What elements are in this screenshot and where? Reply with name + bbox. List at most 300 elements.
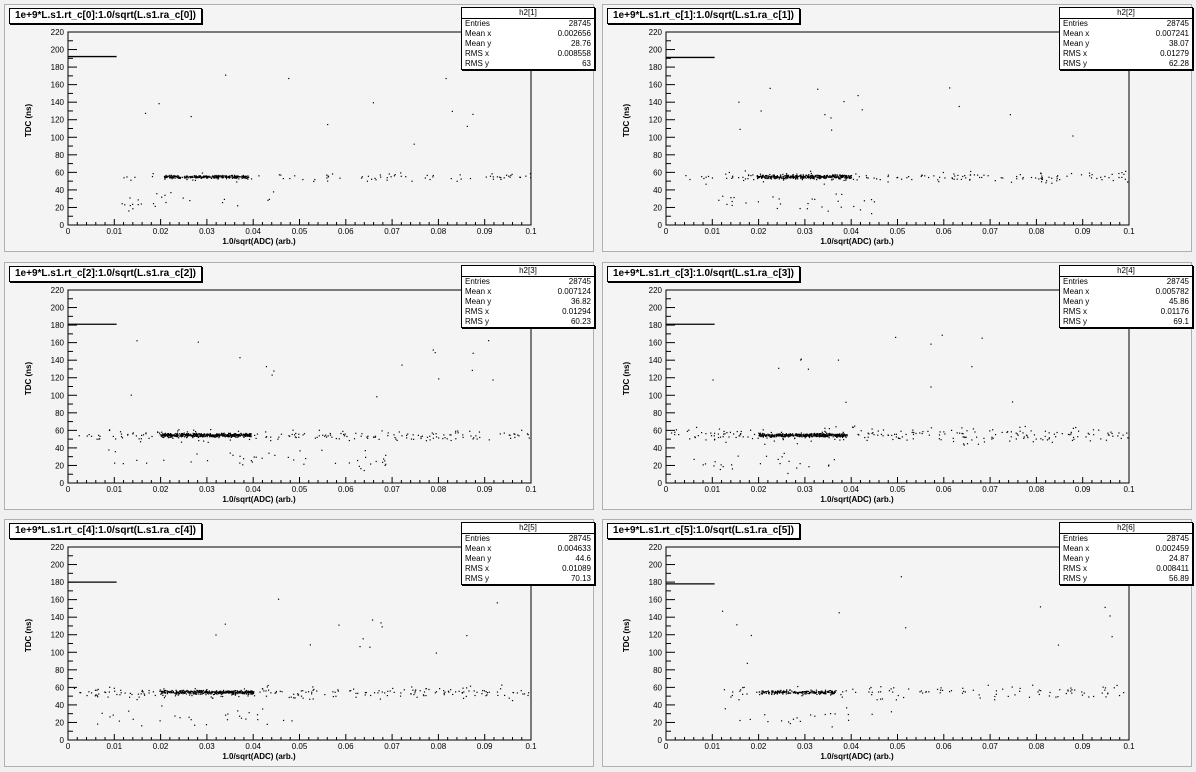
data-point xyxy=(301,690,302,691)
data-point xyxy=(757,178,758,179)
data-point xyxy=(232,694,233,695)
data-point xyxy=(979,177,980,178)
x-axis-label: 1.0/sqrt(ADC) (arb.) xyxy=(222,495,296,504)
data-point xyxy=(114,691,115,692)
stats-value: 0.01176 xyxy=(1160,307,1189,316)
data-point xyxy=(195,177,196,178)
data-point xyxy=(293,697,294,698)
data-point xyxy=(957,175,958,176)
data-point xyxy=(274,693,275,694)
data-point xyxy=(775,692,776,693)
data-point xyxy=(964,436,965,437)
data-point xyxy=(1049,432,1050,433)
data-point xyxy=(784,175,785,176)
data-point xyxy=(165,433,166,434)
data-point xyxy=(350,690,351,691)
data-point xyxy=(961,427,962,428)
data-point xyxy=(759,694,760,695)
data-point xyxy=(1002,689,1003,690)
data-point xyxy=(825,690,826,691)
data-point xyxy=(239,357,240,358)
data-point xyxy=(824,184,825,185)
data-point xyxy=(849,177,850,178)
data-point xyxy=(827,435,828,436)
data-point xyxy=(846,707,847,708)
data-point xyxy=(1052,442,1053,443)
y-tick-label: 20 xyxy=(55,718,64,728)
data-point xyxy=(160,434,161,435)
data-point xyxy=(529,437,530,438)
data-point xyxy=(822,432,823,433)
data-point xyxy=(520,177,521,178)
data-point xyxy=(462,692,463,693)
data-point xyxy=(377,692,378,693)
data-point xyxy=(764,176,765,177)
x-tick-label: 0.04 xyxy=(245,485,261,494)
data-point xyxy=(200,693,201,694)
data-point xyxy=(301,696,302,697)
data-point xyxy=(174,178,175,179)
data-point xyxy=(983,438,984,439)
data-point xyxy=(208,442,209,443)
stats-value: 70.13 xyxy=(570,574,591,583)
data-point xyxy=(671,432,672,433)
data-point xyxy=(86,695,87,696)
data-point xyxy=(294,697,295,698)
data-point xyxy=(460,174,461,175)
stats-box-title: h2[3] xyxy=(462,266,594,277)
data-point xyxy=(824,436,825,437)
data-point xyxy=(781,720,782,721)
plot-title: 1e+9*L.s1.rt_c[0]:1.0/sqrt(L.s1.ra_c[0]) xyxy=(9,8,202,24)
data-point xyxy=(796,177,797,178)
data-point xyxy=(138,199,139,200)
data-point xyxy=(222,202,223,203)
data-point xyxy=(474,695,475,696)
data-point xyxy=(171,691,172,692)
data-point xyxy=(360,468,361,469)
data-point xyxy=(80,692,81,693)
data-point xyxy=(782,456,783,457)
data-point xyxy=(775,177,776,178)
data-point xyxy=(789,461,790,462)
data-point xyxy=(782,434,783,435)
data-point xyxy=(524,693,525,694)
data-point xyxy=(728,436,729,437)
data-point xyxy=(800,692,801,693)
data-point xyxy=(1109,435,1110,436)
data-point xyxy=(1067,690,1068,691)
data-point xyxy=(161,705,162,706)
y-tick-label: 80 xyxy=(653,408,662,418)
data-point xyxy=(795,178,796,179)
data-point xyxy=(444,437,445,438)
data-point xyxy=(518,435,519,436)
stats-value: 28745 xyxy=(568,19,591,28)
data-point xyxy=(837,174,838,175)
data-point xyxy=(901,576,902,577)
data-point xyxy=(266,696,267,697)
data-point xyxy=(1071,689,1072,690)
data-point xyxy=(239,462,240,463)
data-point xyxy=(770,436,771,437)
x-tick-label: 0.07 xyxy=(384,485,400,494)
data-point xyxy=(921,176,922,177)
data-point xyxy=(248,692,249,693)
data-point xyxy=(783,690,784,691)
data-point xyxy=(369,647,370,648)
stats-box-title: h2[5] xyxy=(462,523,594,534)
data-point xyxy=(739,435,740,436)
stats-key: Entries xyxy=(1063,277,1088,286)
y-tick-label: 200 xyxy=(648,45,662,55)
data-point xyxy=(203,690,204,691)
x-tick-label: 0 xyxy=(663,485,669,494)
stats-row xyxy=(462,544,594,554)
data-point xyxy=(190,176,191,177)
data-point xyxy=(463,437,464,438)
stats-value: 28745 xyxy=(1166,19,1189,28)
data-point xyxy=(1054,434,1055,435)
data-point xyxy=(800,208,801,209)
data-point xyxy=(238,178,239,179)
data-point xyxy=(1018,435,1019,436)
data-point xyxy=(746,693,747,694)
stats-row xyxy=(1060,307,1192,317)
data-point xyxy=(344,435,345,436)
data-point xyxy=(153,691,154,692)
data-point xyxy=(1041,176,1042,177)
data-point xyxy=(246,433,247,434)
x-tick-label: 0 xyxy=(65,227,71,236)
data-point xyxy=(805,693,806,694)
data-point xyxy=(861,430,862,431)
data-point xyxy=(820,435,821,436)
data-point xyxy=(685,175,686,176)
data-point xyxy=(1073,428,1074,429)
data-point xyxy=(1096,178,1097,179)
data-point xyxy=(940,690,941,691)
data-point xyxy=(774,441,775,442)
data-point xyxy=(843,176,844,177)
stats-value: 0.008411 xyxy=(1156,564,1189,573)
data-point xyxy=(328,176,329,177)
data-point xyxy=(202,173,203,174)
data-point xyxy=(141,435,142,436)
data-point xyxy=(186,437,187,438)
data-point xyxy=(937,179,938,180)
data-point xyxy=(760,463,761,464)
data-point xyxy=(927,431,928,432)
data-point xyxy=(788,691,789,692)
data-point xyxy=(796,467,797,468)
data-point xyxy=(298,694,299,695)
data-point xyxy=(131,395,132,396)
data-point xyxy=(361,433,362,434)
data-point xyxy=(980,697,981,698)
x-tick-label: 0.03 xyxy=(797,485,813,494)
data-point xyxy=(302,690,303,691)
data-point xyxy=(747,436,748,437)
data-point xyxy=(1100,177,1101,178)
y-tick-label: 100 xyxy=(50,133,64,143)
data-point xyxy=(305,692,306,693)
data-point xyxy=(839,175,840,176)
data-point xyxy=(292,434,293,435)
data-point xyxy=(227,713,228,714)
stats-key: RMS x xyxy=(1063,49,1087,58)
data-point xyxy=(1035,177,1036,178)
data-point xyxy=(786,693,787,694)
data-point xyxy=(843,432,844,433)
data-point xyxy=(291,720,292,721)
data-point xyxy=(1071,432,1072,433)
data-point xyxy=(807,691,808,692)
data-point xyxy=(1070,690,1071,691)
data-point xyxy=(237,692,238,693)
data-point xyxy=(732,691,733,692)
data-point xyxy=(1011,182,1012,183)
plot-pad xyxy=(602,519,1192,767)
data-point xyxy=(401,176,402,177)
data-point xyxy=(174,692,175,693)
data-point xyxy=(205,694,206,695)
stats-row xyxy=(1060,19,1192,29)
data-point xyxy=(965,177,966,178)
data-point xyxy=(317,437,318,438)
data-point xyxy=(830,690,831,691)
data-point xyxy=(374,692,375,693)
data-point xyxy=(808,174,809,175)
data-point xyxy=(925,692,926,693)
data-point xyxy=(361,177,362,178)
data-point xyxy=(797,693,798,694)
y-tick-label: 220 xyxy=(50,543,64,552)
stats-value: 45.86 xyxy=(1168,297,1189,306)
data-point xyxy=(215,435,216,436)
data-point xyxy=(790,693,791,694)
stats-key: RMS x xyxy=(1063,564,1087,573)
data-point xyxy=(186,693,187,694)
data-point xyxy=(225,715,226,716)
data-point xyxy=(752,174,753,175)
data-point xyxy=(913,432,914,433)
data-point xyxy=(214,175,215,176)
data-point xyxy=(355,433,356,434)
data-point xyxy=(497,602,498,603)
data-point xyxy=(202,691,203,692)
data-point xyxy=(452,694,453,695)
data-point xyxy=(1020,431,1021,432)
data-point xyxy=(701,176,702,177)
data-point xyxy=(718,437,719,438)
data-point xyxy=(296,437,297,438)
data-point xyxy=(813,693,814,694)
data-point xyxy=(715,461,716,462)
data-point xyxy=(816,434,817,435)
data-point xyxy=(1122,435,1123,436)
data-point xyxy=(225,692,226,693)
data-point xyxy=(718,200,719,201)
data-point xyxy=(482,690,483,691)
data-point xyxy=(780,203,781,204)
data-point xyxy=(726,204,727,205)
y-tick-label: 200 xyxy=(648,303,662,313)
data-point xyxy=(1118,173,1119,174)
y-tick-label: 100 xyxy=(648,133,662,143)
data-point xyxy=(774,177,775,178)
data-point xyxy=(387,180,388,181)
data-point xyxy=(795,177,796,178)
data-point xyxy=(843,101,844,102)
data-point xyxy=(811,433,812,434)
data-point xyxy=(195,434,196,435)
data-point xyxy=(121,434,122,435)
data-point xyxy=(222,177,223,178)
data-point xyxy=(838,178,839,179)
data-point xyxy=(1009,441,1010,442)
data-point xyxy=(155,206,156,207)
data-point xyxy=(173,691,174,692)
data-point xyxy=(315,438,316,439)
data-point xyxy=(763,692,764,693)
data-point xyxy=(322,435,323,436)
data-point xyxy=(829,437,830,438)
data-point xyxy=(806,434,807,435)
data-point xyxy=(807,693,808,694)
y-tick-label: 140 xyxy=(648,98,662,108)
stats-row xyxy=(462,59,594,69)
data-point xyxy=(782,174,783,175)
data-point xyxy=(235,693,236,694)
data-point xyxy=(750,719,751,720)
data-point xyxy=(521,430,522,431)
data-point xyxy=(758,433,759,434)
data-point xyxy=(815,176,816,177)
data-point xyxy=(969,179,970,180)
data-point xyxy=(1008,696,1009,697)
data-point xyxy=(528,692,529,693)
data-point xyxy=(1069,434,1070,435)
data-point xyxy=(229,435,230,436)
data-point xyxy=(183,690,184,691)
data-point xyxy=(512,174,513,175)
data-point xyxy=(389,173,390,174)
data-point xyxy=(1023,177,1024,178)
data-point xyxy=(189,694,190,695)
data-point xyxy=(819,178,820,179)
data-point xyxy=(928,691,929,692)
data-point xyxy=(842,691,843,692)
y-tick-label: 140 xyxy=(648,613,662,623)
data-point xyxy=(489,439,490,440)
data-point xyxy=(216,177,217,178)
data-point xyxy=(331,437,332,438)
x-tick-label: 0.01 xyxy=(704,227,721,236)
y-tick-label: 100 xyxy=(648,648,662,658)
data-point xyxy=(270,440,271,441)
data-point xyxy=(949,87,950,88)
data-point xyxy=(210,429,211,430)
data-point xyxy=(1062,433,1063,434)
data-point xyxy=(871,199,872,200)
y-tick-label: 0 xyxy=(59,221,64,230)
data-point xyxy=(1048,438,1049,439)
data-point xyxy=(165,692,166,693)
data-point xyxy=(229,692,230,693)
data-point xyxy=(801,435,802,436)
data-point xyxy=(121,692,122,693)
data-point xyxy=(857,179,858,180)
data-point xyxy=(256,457,257,458)
data-point xyxy=(436,436,437,437)
data-point xyxy=(919,691,920,692)
data-point xyxy=(973,690,974,691)
data-point xyxy=(705,439,706,440)
data-point xyxy=(190,435,191,436)
data-point xyxy=(165,690,166,691)
data-point xyxy=(674,432,675,433)
data-point xyxy=(228,693,229,694)
stats-key: Mean y xyxy=(465,297,492,306)
data-point xyxy=(1106,440,1107,441)
data-point xyxy=(826,175,827,176)
x-tick-label: 0.09 xyxy=(476,485,493,494)
x-tick-label: 0 xyxy=(65,742,71,751)
y-tick-label: 180 xyxy=(50,578,64,588)
data-point xyxy=(193,430,194,431)
plot-pad xyxy=(602,4,1192,252)
y-tick-label: 60 xyxy=(653,426,662,436)
data-point xyxy=(835,690,836,691)
stats-row xyxy=(462,297,594,307)
data-point xyxy=(210,176,211,177)
data-point xyxy=(216,691,217,692)
data-point xyxy=(798,436,799,437)
data-point xyxy=(439,688,440,689)
data-point xyxy=(227,719,228,720)
data-point xyxy=(191,691,192,692)
data-point xyxy=(500,433,501,434)
data-point xyxy=(843,433,844,434)
stats-key: Entries xyxy=(465,19,490,28)
data-point xyxy=(198,693,199,694)
data-point xyxy=(192,435,193,436)
data-point xyxy=(940,687,941,688)
data-point xyxy=(835,436,836,437)
data-point xyxy=(303,698,304,699)
data-point xyxy=(257,714,258,715)
data-point xyxy=(785,436,786,437)
data-point xyxy=(195,691,196,692)
stats-row xyxy=(1060,317,1192,327)
data-point xyxy=(164,690,165,691)
data-point xyxy=(133,432,134,433)
data-point xyxy=(1090,440,1091,441)
data-point xyxy=(962,693,963,694)
data-point xyxy=(242,464,243,465)
stats-key: RMS x xyxy=(465,307,489,316)
stats-row xyxy=(462,29,594,39)
data-point xyxy=(217,692,218,693)
data-point xyxy=(455,438,456,439)
data-point xyxy=(964,175,965,176)
y-tick-label: 60 xyxy=(55,168,64,178)
data-point xyxy=(246,693,247,694)
data-point xyxy=(267,686,268,687)
x-axis-label: 1.0/sqrt(ADC) (arb.) xyxy=(820,495,894,504)
data-point xyxy=(510,438,511,439)
